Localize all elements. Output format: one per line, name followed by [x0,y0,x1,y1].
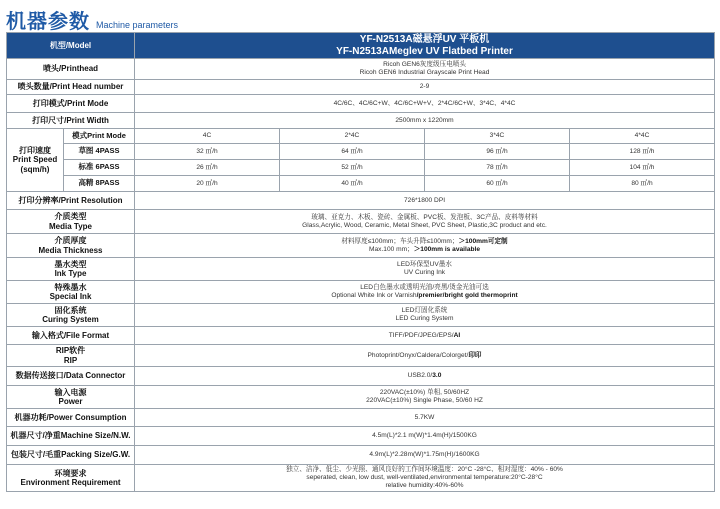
media-thickness-en [137,246,712,254]
consumption-label: 机器功耗/Power Consumption [7,409,135,427]
power-value [135,386,715,409]
media-type-en: Glass,Acrylic, Wood, Ceramic, Metal Sheet, PVC Sheet, Plastic,3C product and etc. [302,221,547,229]
media-thickness-en-a: Max.100 mm； [368,245,414,253]
ink-type-label-en: Ink Type [54,269,87,278]
media-thickness-label-zh: 介质厚度 [54,236,87,246]
file-format-value-b: AI [453,331,461,339]
media-type-row [7,210,715,234]
speed-cell: 20 ㎡/h [135,176,280,192]
printhead-label: 喷头/Printhead [7,59,135,80]
speed-row-name: 高精 8PASS [64,176,135,192]
parameters-table [6,32,715,492]
speed-label-zh: 打印速度 [19,145,51,155]
rip-label-en: RIP [63,355,78,365]
file-format-label: 输入格式/File Format [7,327,135,345]
environment-label [7,465,135,492]
special-ink-en [137,292,712,300]
media-thickness-zh-a: 材料厚度≤100mm；车头升降≤100mm； [341,237,459,245]
packing-size-label: 包装尺寸/毛重Packing Size/G.W. [7,446,135,465]
speed-mode-4c: 4C [135,129,280,144]
power-label-zh: 输入电源 [54,387,87,397]
media-thickness-zh [137,238,712,246]
special-ink-value [135,281,715,304]
media-type-value [135,210,715,234]
title-en: Machine parameters [96,20,179,30]
printhead-en: Ricoh GEN6 Industrial Grayscale Print Head [359,69,490,76]
media-type-label-zh: 介质类型 [54,212,87,222]
media-thickness-label-en: Media Thickness [38,245,103,255]
curing-value [135,304,715,327]
speed-mode-4x4c: 4*4C [570,129,715,144]
special-ink-en-a: Optional White Ink or Varnish [331,292,417,299]
power-zh: 220VAC(±10%) 单相, 50/60HZ [379,389,470,397]
section-title [6,5,179,33]
speed-row-standard [7,160,715,176]
speed-cell: 80 ㎡/h [570,176,715,192]
resolution-label: 打印分辨率/Print Resolution [7,192,135,210]
print-mode-value: 4C/6C、4C/6C+W、4C/6C+W+V、2*4C/6C+W、3*4C、4*4C [135,95,715,113]
media-type-label-en: Media Type [49,221,92,231]
environment-en: seperated, clean, low dust, well-ventilated,environmental temperature:20°C-28°C [306,474,543,482]
special-ink-label [7,281,135,304]
speed-cell: 104 ㎡/h [570,160,715,176]
speed-cell: 32 ㎡/h [135,144,280,160]
special-ink-label-zh: 特殊墨水 [54,282,87,292]
packing-size-row [7,446,715,465]
speed-cell: 52 ㎡/h [280,160,425,176]
model-en: YF-N2513AMeglev UV Flatbed Printer [336,45,513,57]
environment-zh: 独立、洁净、低尘、少光照、通风良好的工作间环境温度：20°C -28°C、相对湿度：40% - 60% [286,466,563,474]
print-mode-row [7,95,715,113]
resolution-value: 726*1800 DPI [135,192,715,210]
machine-size-label: 机器尺寸/净重Machine Size/N.W. [7,427,135,446]
media-thickness-zh-b: ＞100mm可定制 [458,237,508,245]
speed-cell: 128 ㎡/h [570,144,715,160]
data-connector-label: 数据传送接口/Data Connector [7,367,135,386]
media-thickness-en-b: ＞100mm is available [413,245,481,253]
media-type-zh: 玻璃、亚克力、木板、瓷砖、金属板、PVC板、发泡板、3C产品、皮料等材料 [311,213,538,221]
model-label: 机型/Model [7,33,135,59]
print-width-value: 2500mm x 1220mm [135,113,715,129]
data-connector-value-b: 3.0 [432,372,442,380]
rip-value [135,345,715,367]
power-label [7,386,135,409]
data-connector-value [135,367,715,386]
environment-value [135,465,715,492]
curing-label-zh: 固化系统 [54,305,87,315]
printhead-zh: Ricoh GEN6灰度级压电喷头 [383,61,466,69]
speed-row-name: 标准 6PASS [64,160,135,176]
file-format-row [7,327,715,345]
speed-label-en: Print Speed [12,155,58,165]
power-en: 220VAC(±10%) Single Phase, 50/60 HZ [366,397,483,404]
model-value [135,33,715,59]
special-ink-row [7,281,715,304]
print-mode-label: 打印模式/Print Mode [7,95,135,113]
speed-label-unit: (sqm/h) [20,164,50,174]
model-row [7,33,715,59]
power-label-en: Power [58,397,83,406]
ink-type-zh: LED环保型UV墨水 [397,261,452,269]
consumption-value: 5.7KW [135,409,715,427]
title-zh: 机器参数 [6,11,90,33]
speed-row-name: 草图 4PASS [64,144,135,160]
speed-row-draft [7,144,715,160]
ink-type-label [7,258,135,281]
speed-cell: 78 ㎡/h [425,160,570,176]
speed-label [7,129,64,192]
print-width-label: 打印尺寸/Print Width [7,113,135,129]
rip-value-a: Photoprint/Onyx/Caldera/Colorget/ [367,351,469,359]
head-number-value: 2-9 [135,80,715,95]
ink-type-label-zh: 墨水类型 [54,259,87,269]
curing-row [7,304,715,327]
rip-value-b: 印印 [468,351,482,359]
machine-size-row [7,427,715,446]
file-format-value [135,327,715,345]
environment-label-en: Environment Requirement [20,478,121,487]
print-width-row [7,113,715,129]
media-thickness-row [7,234,715,258]
head-number-label: 喷头数量/Print Head number [7,80,135,95]
machine-size-value: 4.5m(L)*2.1 m(W)*1.4m(H)/1500KG [135,427,715,446]
resolution-row [7,192,715,210]
environment-en-2: relative humidity:40%-60% [385,481,464,489]
data-connector-row [7,367,715,386]
rip-label [7,345,135,367]
power-row [7,386,715,409]
data-connector-value-a: USB2.0/ [407,372,433,380]
model-zh: YF-N2513A磁悬浮UV 平板机 [359,33,490,45]
consumption-row [7,409,715,427]
speed-cell: 60 ㎡/h [425,176,570,192]
rip-label-zh: RIP软件 [55,346,86,356]
speed-mode-2x4c: 2*4C [280,129,425,144]
speed-cell: 96 ㎡/h [425,144,570,160]
speed-mode-3x4c: 3*4C [425,129,570,144]
ink-type-value [135,258,715,281]
speed-cell: 64 ㎡/h [280,144,425,160]
speed-cell: 40 ㎡/h [280,176,425,192]
special-ink-en-b: /premier/bright gold thermoprint [416,292,518,299]
speed-cell: 26 ㎡/h [135,160,280,176]
environment-row [7,465,715,492]
environment-label-zh: 环境要求 [54,468,87,478]
packing-size-value: 4.9m(L)*2.28m(W)*1.75m(H)/1600KG [135,446,715,465]
special-ink-label-en: Special Ink [49,292,92,301]
printhead-value [135,59,715,80]
media-type-label [7,210,135,234]
special-ink-zh: LED白色墨水或透明光油/亮黑/烫金光油可选 [360,284,489,292]
rip-row [7,345,715,367]
printhead-row [7,59,715,80]
head-number-row [7,80,715,95]
media-thickness-value [135,234,715,258]
curing-label-en: Curing System [42,315,99,324]
file-format-value-a: TIFF/PDF/JPEG/EPS/ [388,331,454,339]
speed-row-high [7,176,715,192]
ink-type-en: UV Curing Ink [403,269,446,276]
curing-en: LED Curing System [395,315,454,322]
speed-mode-label: 模式Print Mode [64,129,135,144]
curing-zh: LED灯固化系统 [401,307,448,315]
curing-label [7,304,135,327]
speed-mode-row [7,129,715,144]
media-thickness-label [7,234,135,258]
ink-type-row [7,258,715,281]
